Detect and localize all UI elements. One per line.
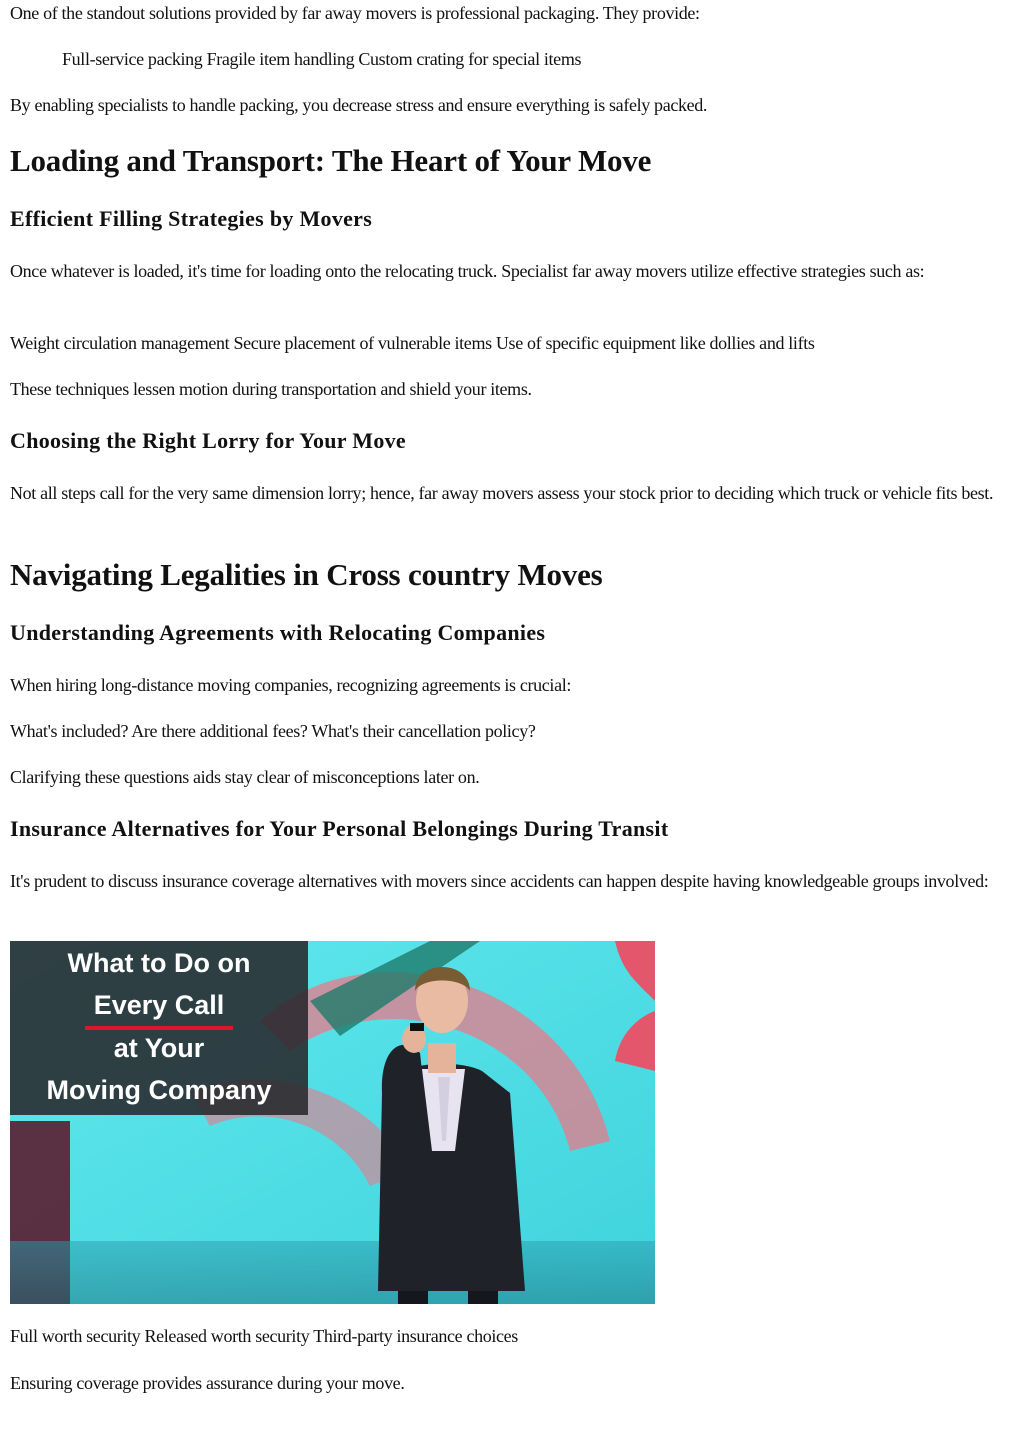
- loading-paragraph: Once whatever is loaded, it's time for loading onto the relocating truck. Specialist far away movers utilize effective strategies such as:: [10, 261, 925, 281]
- agreement-questions-list: What's included? Are there additional fees? What's their cancellation policy?: [10, 721, 536, 741]
- video-title-line-4: Moving Company: [46, 1075, 272, 1105]
- title-underline: [85, 1026, 233, 1030]
- agreements-summary-paragraph: Clarifying these questions aids stay clear of misconceptions later on.: [10, 767, 480, 787]
- lorry-paragraph: Not all steps call for the very same dimension lorry; hence, far away movers assess your stock prior to deciding which truck or vehicle fits best.: [10, 483, 994, 503]
- loading-heading: Loading and Transport: The Heart of Your Move: [10, 143, 652, 178]
- insurance-summary-paragraph: Ensuring coverage provides assurance during your move.: [10, 1373, 405, 1393]
- video-title-overlay: [10, 941, 308, 1115]
- intro-paragraph: One of the standout solutions provided by far away movers is professional packaging. They provide:: [10, 3, 700, 23]
- agreements-subheading: Understanding Agreements with Relocating Companies: [10, 620, 546, 645]
- lorry-subheading: Choosing the Right Lorry for Your Move: [10, 428, 406, 453]
- filling-strategies-subheading: Efficient Filling Strategies by Movers: [10, 206, 373, 231]
- video-thumbnail[interactable]: [10, 941, 655, 1304]
- video-title-line-1: What to Do on: [67, 948, 251, 978]
- loading-summary-paragraph: These techniques lessen motion during transportation and shield your items.: [10, 379, 532, 399]
- video-title-line-3: at Your: [113, 1033, 205, 1063]
- packing-services-list: Full-service packing Fragile item handling Custom crating for special items: [62, 49, 582, 69]
- insurance-options-list: Full worth security Released worth security Third-party insurance choices: [10, 1326, 518, 1346]
- video-title-line-2: Every Call: [93, 990, 225, 1020]
- legalities-heading: Navigating Legalities in Cross country Moves: [10, 557, 603, 592]
- insurance-paragraph: It's prudent to discuss insurance coverage alternatives with movers since accidents can happen despite having knowledgeable groups involved:: [10, 871, 989, 891]
- insurance-subheading: Insurance Alternatives for Your Personal Belongings During Transit: [10, 816, 669, 841]
- loading-strategies-list: Weight circulation management Secure placement of vulnerable items Use of specific equipment like dollies and lifts: [10, 333, 815, 353]
- agreements-paragraph: When hiring long-distance moving companies, recognizing agreements is crucial:: [10, 675, 572, 695]
- packing-summary-paragraph: By enabling specialists to handle packing, you decrease stress and ensure everything is safely packed.: [10, 95, 708, 115]
